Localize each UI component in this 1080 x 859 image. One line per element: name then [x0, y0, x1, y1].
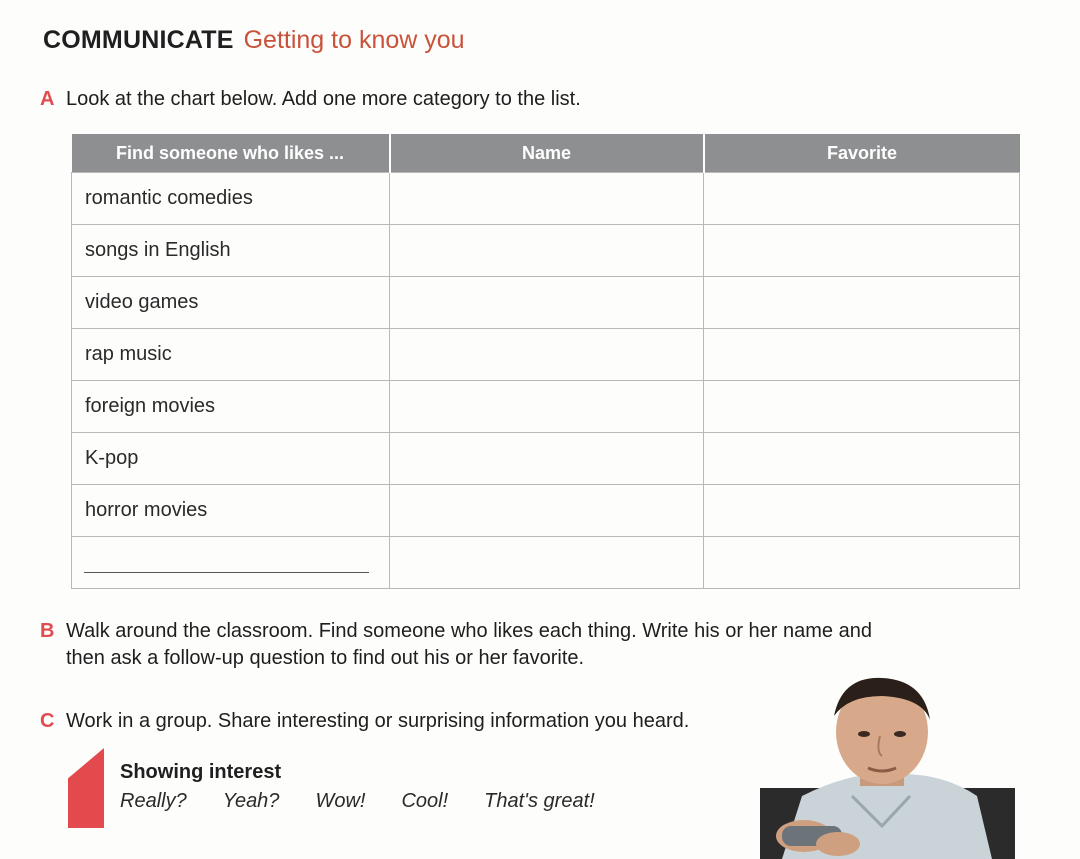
favorite-cell[interactable]	[704, 277, 1020, 329]
table-row	[72, 225, 1020, 277]
tip-phrase: Cool!	[401, 790, 449, 812]
table-row	[72, 485, 1020, 537]
favorite-cell[interactable]	[704, 329, 1020, 381]
tip-phrase: Wow!	[315, 790, 366, 812]
step-c-letter: C	[40, 710, 55, 732]
name-cell[interactable]	[390, 381, 704, 433]
name-cell[interactable]	[390, 537, 704, 589]
name-cell[interactable]	[390, 329, 704, 381]
chart-header-row	[72, 134, 1020, 173]
step-b	[40, 618, 906, 672]
write-line	[84, 572, 369, 573]
tip-marker	[68, 748, 104, 828]
header-find-someone: Find someone who likes ...	[72, 134, 390, 173]
tip-phrase: Yeah?	[222, 790, 280, 812]
showing-interest-tip	[68, 748, 668, 830]
section-label: COMMUNICATE	[43, 26, 234, 54]
step-b-letter: B	[40, 620, 55, 642]
section-title: Getting to know you	[243, 26, 465, 54]
tip-phrase: Really?	[120, 790, 187, 812]
blank-category-cell[interactable]	[72, 537, 390, 589]
favorite-cell[interactable]	[704, 433, 1020, 485]
step-a-letter: A	[40, 88, 55, 110]
step-b-text: Walk around the classroom. Find someone who likes each thing. Write his or her name and then ask a follow-up question to find out his or her favorite.	[66, 620, 872, 669]
table-row	[72, 277, 1020, 329]
favorite-cell[interactable]	[704, 381, 1020, 433]
step-c	[40, 708, 689, 735]
name-cell[interactable]	[390, 485, 704, 537]
tip-phrase: That's great!	[484, 790, 595, 812]
table-row	[72, 433, 1020, 485]
table-row-blank	[72, 537, 1020, 589]
tip-title: Showing interest	[120, 761, 282, 783]
tip-phrases	[120, 790, 631, 813]
category-cell: romantic comedies	[72, 173, 390, 225]
name-cell[interactable]	[390, 433, 704, 485]
step-a	[40, 86, 581, 113]
favorite-cell[interactable]	[704, 173, 1020, 225]
favorite-cell[interactable]	[704, 537, 1020, 589]
photo-gamer	[742, 676, 1022, 859]
table-row	[72, 173, 1020, 225]
name-cell[interactable]	[390, 173, 704, 225]
category-cell: foreign movies	[72, 381, 390, 433]
name-cell[interactable]	[390, 277, 704, 329]
table-row	[72, 381, 1020, 433]
step-a-text: Look at the chart below. Add one more category to the list.	[66, 88, 581, 110]
category-cell: songs in English	[72, 225, 390, 277]
favorite-cell[interactable]	[704, 225, 1020, 277]
header-favorite: Favorite	[704, 134, 1020, 173]
gamer-illustration	[742, 676, 1022, 859]
category-cell: rap music	[72, 329, 390, 381]
category-cell: K-pop	[72, 433, 390, 485]
table-row	[72, 329, 1020, 381]
section-heading	[43, 26, 465, 55]
category-cell: video games	[72, 277, 390, 329]
find-someone-chart	[71, 134, 1020, 589]
header-name: Name	[390, 134, 704, 173]
favorite-cell[interactable]	[704, 485, 1020, 537]
category-cell: horror movies	[72, 485, 390, 537]
name-cell[interactable]	[390, 225, 704, 277]
step-c-text: Work in a group. Share interesting or surprising information you heard.	[66, 710, 690, 732]
